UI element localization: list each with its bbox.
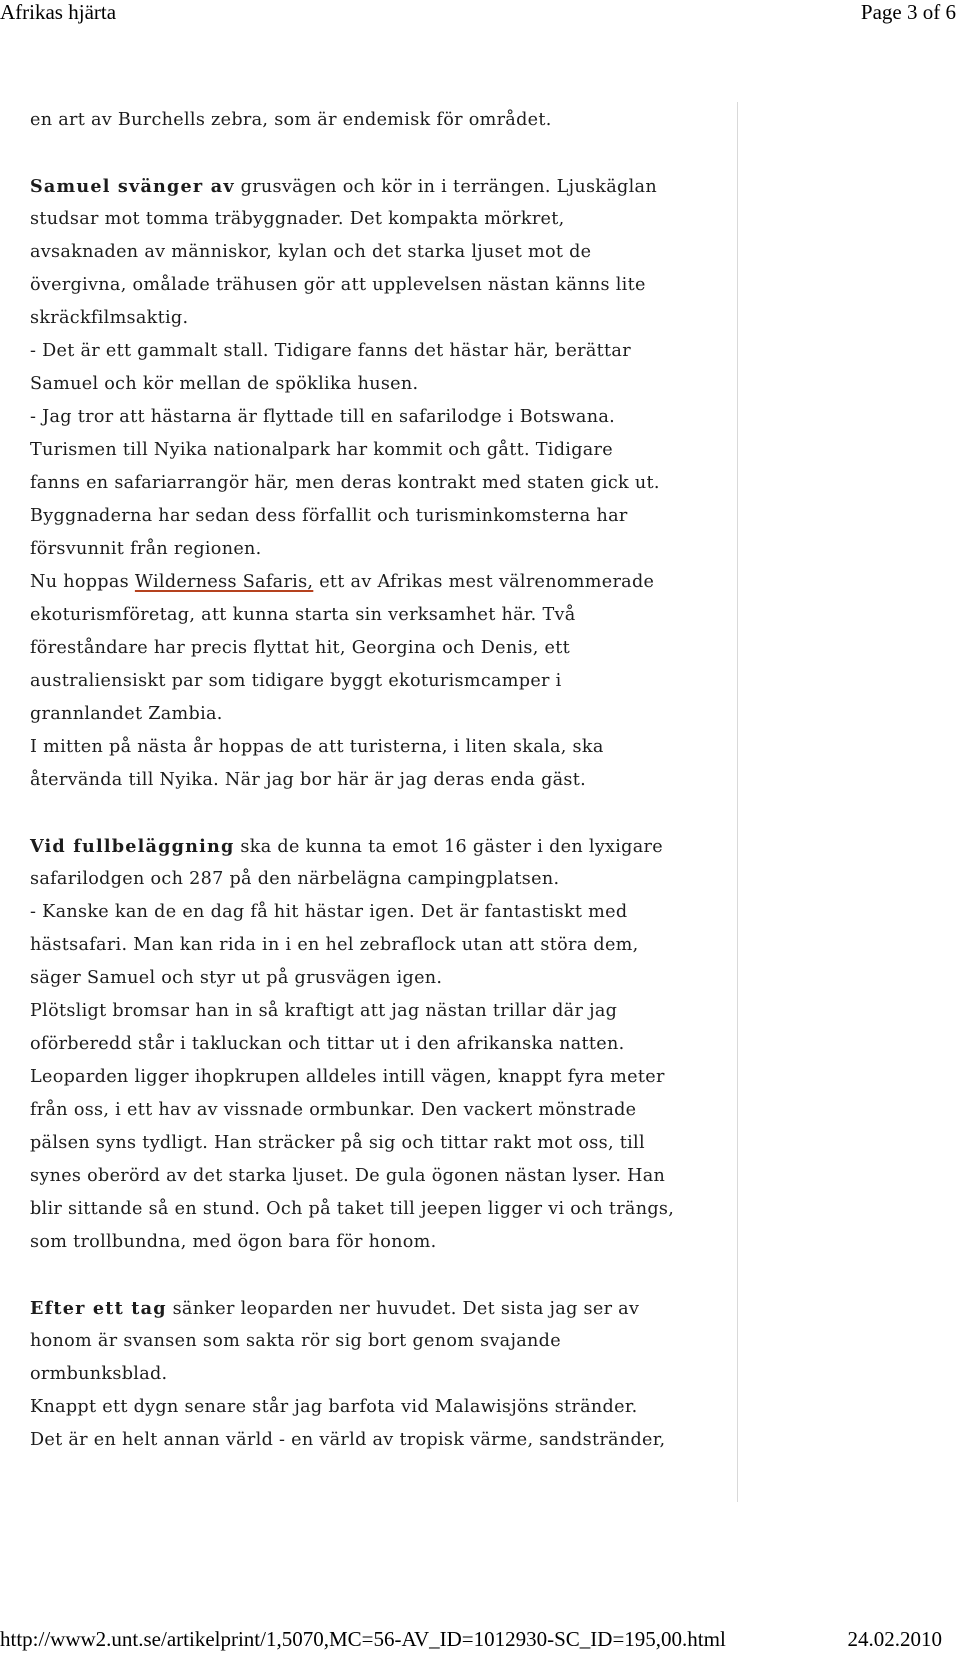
text-line: australiensiskt par som tidigare byggt ekoturismcamper i [30,671,562,691]
lead-in: Efter ett tag [30,1298,167,1319]
text-line: safarilodgen och 287 på den närbelägna campingplatsen. [30,869,560,889]
print-date: 24.02.2010 [847,1627,942,1651]
text-line: ekoturismföretag, att kunna starta sin verksamhet här. Två [30,605,576,625]
text-line: försvunnit från regionen. [30,539,262,559]
text-line: Knappt ett dygn senare står jag barfota vid Malawisjöns stränder. [30,1397,638,1417]
text-line: Efter ett tag sänker leoparden ner huvudet. Det sista jag ser av [30,1298,640,1319]
text-line: Det är en helt annan värld - en värld av tropisk värme, sandstränder, [30,1430,666,1450]
print-footer [0,1626,960,1654]
text-line: - Jag tror att hästarna är flyttade till en safarilodge i Botswana. [30,407,616,427]
text-line: Samuel svänger av grusvägen och kör in i terrängen. Ljuskäglan [30,176,657,197]
text-line: fanns en safariarrangör här, men deras kontrakt med staten gick ut. [30,473,660,493]
text-line: säger Samuel och styr ut på grusvägen igen. [30,968,443,988]
text-line: - Det är ett gammalt stall. Tidigare fanns det hästar här, berättar [30,341,631,361]
text-line: Vid fullbeläggning ska de kunna ta emot 16 gäster i den lyxigare [30,836,663,857]
text-line: studsar mot tomma träbyggnader. Det kompakta mörkret, [30,209,565,229]
text-line: synes oberörd av det starka ljuset. De gula ögonen nästan lyser. Han [30,1166,666,1186]
text-line: övergivna, omålade trähusen gör att upplevelsen nästan känns lite [30,275,646,295]
text-line: Samuel och kör mellan de spöklika husen. [30,374,419,394]
text-line: pälsen syns tydligt. Han sträcker på sig och tittar rakt mot oss, till [30,1133,645,1153]
text-line: en art av Burchells zebra, som är endemisk för området. [30,110,552,130]
wilderness-safaris-link[interactable]: Wilderness Safaris, [134,572,314,592]
text-line: återvända till Nyika. När jag bor här är jag deras enda gäst. [30,770,587,790]
document-title: Afrikas hjärta [0,0,117,24]
source-url: http://www2.unt.se/artikelprint/1,5070,MC=56-AV_ID=1012930-SC_ID=195,00.html [0,1627,726,1651]
text-line: - Kanske kan de en dag få hit hästar igen. Det är fantastiskt med [30,902,628,922]
page-number: Page 3 of 6 [860,0,956,24]
column-divider [737,102,738,1502]
article-body [30,104,720,1457]
text-line: Byggnaderna har sedan dess förfallit och turisminkomsterna har [30,506,628,526]
text-line: som trollbundna, med ögon bara för honom. [30,1232,437,1252]
text-line: ormbunksblad. [30,1364,168,1384]
text-line: Turismen till Nyika nationalpark har kommit och gått. Tidigare [30,440,613,460]
text-line: I mitten på nästa år hoppas de att turisterna, i liten skala, ska [30,737,604,757]
text-line: avsaknaden av människor, kylan och det starka ljuset mot de [30,242,592,262]
text-line: från oss, i ett hav av vissnade ormbunkar. Den vackert mönstrade [30,1100,637,1120]
text-line: honom är svansen som sakta rör sig bort genom svajande [30,1331,561,1351]
lead-in: Vid fullbeläggning [30,836,235,857]
text-line: blir sittande så en stund. Och på taket till jeepen ligger vi och trängs, [30,1199,675,1219]
text-line: oförberedd står i takluckan och tittar ut i den afrikanska natten. [30,1034,625,1054]
text-line: hästsafari. Man kan rida in i en hel zebraflock utan att störa dem, [30,935,639,955]
text-line: Leoparden ligger ihopkrupen alldeles intill vägen, knappt fyra meter [30,1067,665,1087]
text-line: skräckfilmsaktig. [30,308,189,328]
text-line: Plötsligt bromsar han in så kraftigt att jag nästan trillar där jag [30,1001,618,1021]
text-line: Nu hoppas Wilderness Safaris, ett av Afrikas mest välrenommerade [30,572,655,592]
print-header [0,0,960,24]
text-line: grannlandet Zambia. [30,704,223,724]
lead-in: Samuel svänger av [30,176,235,197]
text-line: föreståndare har precis flyttat hit, Georgina och Denis, ett [30,638,570,658]
